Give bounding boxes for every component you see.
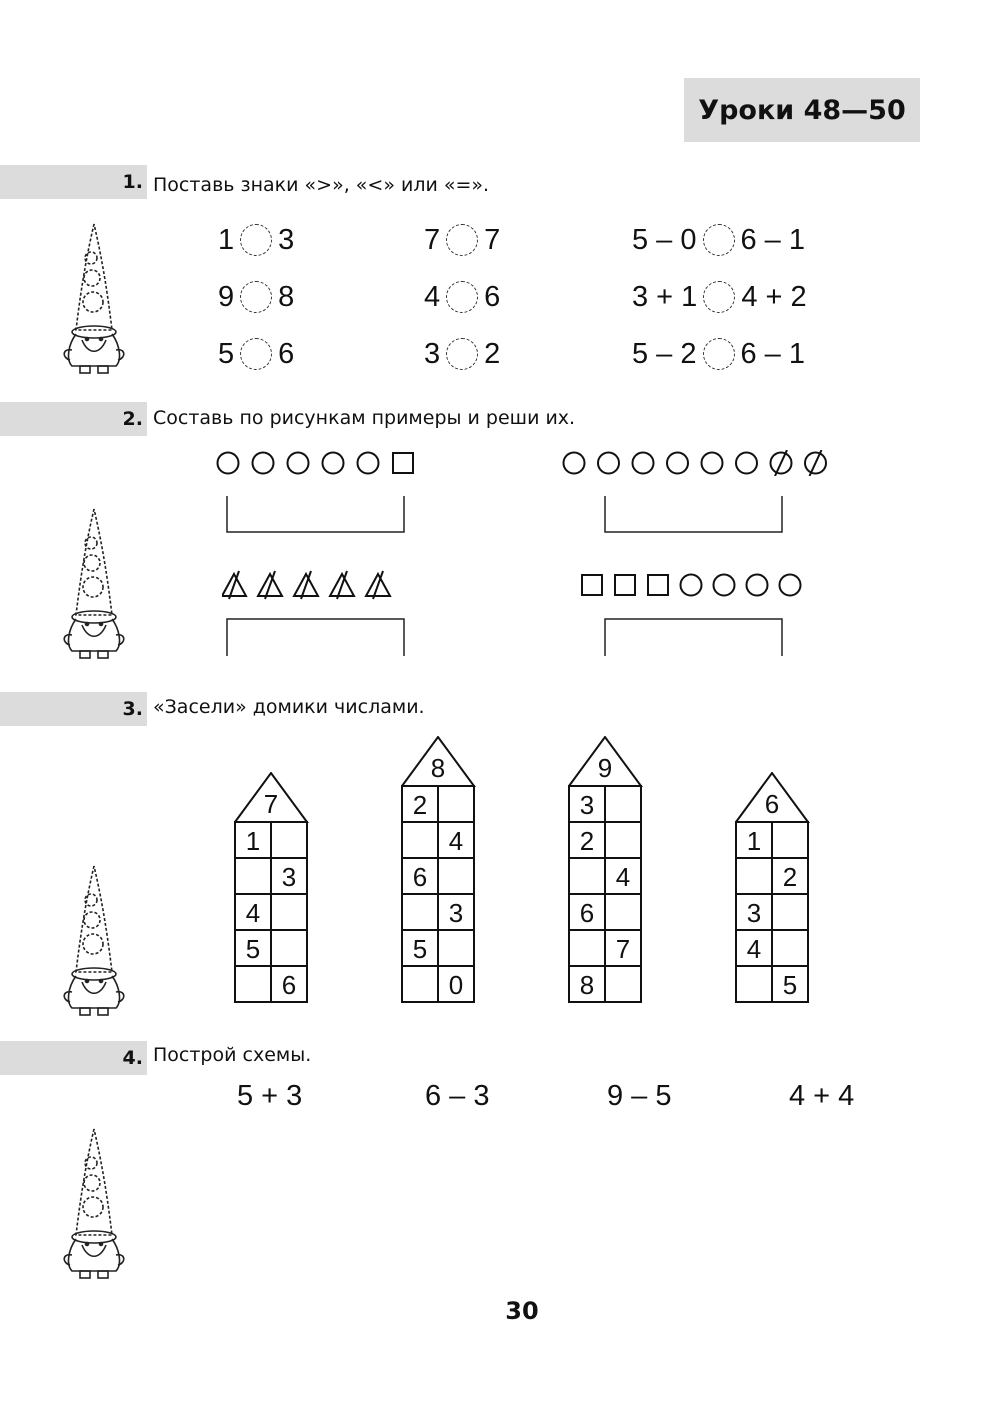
circle-shape — [633, 453, 654, 474]
comparison-left: 7 — [424, 223, 441, 256]
comparison-sign-slot[interactable] — [703, 338, 735, 370]
triangle-crossed-shape — [330, 571, 354, 599]
house-cell — [235, 822, 271, 858]
house-cell[interactable] — [605, 786, 641, 822]
answer-box[interactable] — [226, 618, 406, 656]
house-cell-number: 5 — [412, 934, 428, 964]
house-cell[interactable] — [235, 966, 271, 1002]
circle-shape — [358, 453, 379, 474]
house-cell[interactable] — [772, 822, 808, 858]
comparison-sign-slot[interactable] — [240, 281, 272, 313]
house-cell — [438, 966, 474, 1002]
house-cell[interactable] — [569, 858, 605, 894]
task-4-bar — [0, 1041, 147, 1075]
circle-shape — [218, 453, 239, 474]
comparison-sign-slot[interactable] — [703, 224, 735, 256]
house-cell[interactable] — [772, 930, 808, 966]
circle-shape — [747, 575, 768, 596]
house-roof-number: 8 — [430, 753, 446, 783]
comparison-sign-slot[interactable] — [240, 338, 272, 370]
circle-crossed-shape — [805, 450, 826, 476]
comparison-left: 5 – 2 — [632, 337, 697, 370]
comparison-right: 4 + 2 — [741, 280, 807, 313]
comparison-right: 2 — [484, 337, 501, 370]
square-shape — [582, 575, 602, 595]
house-cell[interactable] — [605, 966, 641, 1002]
comparison-item — [424, 279, 500, 315]
comparison-left: 9 — [218, 280, 235, 313]
comparison-item — [632, 222, 805, 258]
house-roof-number: 9 — [597, 753, 613, 783]
gnome-icon — [58, 1125, 130, 1285]
gnome-icon — [58, 505, 130, 665]
house-cell[interactable] — [402, 822, 438, 858]
house-cell-number: 2 — [579, 826, 595, 856]
house-cell[interactable] — [271, 894, 307, 930]
circle-shape — [667, 453, 688, 474]
comparison-right: 3 — [278, 223, 295, 256]
house-cell[interactable] — [605, 822, 641, 858]
task-4-number: 4. — [122, 1047, 143, 1069]
circle-shape — [288, 453, 309, 474]
comparison-left: 3 + 1 — [632, 280, 698, 313]
house-cell-number: 6 — [281, 970, 297, 1000]
shape-group — [216, 450, 416, 476]
square-shape — [615, 575, 635, 595]
house-cell-number: 7 — [615, 934, 631, 964]
task-4-text: Построй схемы. — [153, 1044, 312, 1066]
task-1-text: Поставь знаки «>», «<» или «=». — [153, 174, 490, 196]
house-cell — [438, 894, 474, 930]
house-cell-number: 4 — [245, 898, 261, 928]
house-cell — [772, 966, 808, 1002]
house-cell-number: 3 — [448, 898, 464, 928]
scheme-expression: 5 + 3 — [237, 1080, 303, 1112]
house-cell — [569, 822, 605, 858]
house-cell — [569, 966, 605, 1002]
square-shape — [648, 575, 668, 595]
task-2-bar — [0, 402, 147, 436]
house-roof — [235, 773, 307, 822]
comparison-sign-slot[interactable] — [703, 281, 735, 313]
comparison-right: 6 – 1 — [740, 223, 805, 256]
circle-shape — [323, 453, 344, 474]
house-cell[interactable] — [271, 930, 307, 966]
house-cell — [402, 786, 438, 822]
comparison-right: 8 — [278, 280, 295, 313]
comparison-right: 7 — [484, 223, 501, 256]
circle-shape — [780, 575, 801, 596]
number-house — [735, 772, 811, 1006]
task-3-text: «Засели» домики числами. — [153, 696, 425, 718]
circle-shape — [564, 453, 585, 474]
circle-shape — [714, 575, 735, 596]
triangle-crossed-shape — [222, 571, 246, 599]
house-roof — [736, 773, 808, 822]
house-cell[interactable] — [736, 858, 772, 894]
comparison-left: 5 – 0 — [632, 223, 697, 256]
house-cell[interactable] — [271, 822, 307, 858]
comparison-sign-slot[interactable] — [446, 281, 478, 313]
house-cell-number: 8 — [579, 970, 595, 1000]
circle-shape — [681, 575, 702, 596]
scheme-expression: 4 + 4 — [789, 1080, 855, 1112]
comparison-item — [218, 279, 294, 315]
house-cell-number: 3 — [281, 862, 297, 892]
comparison-left: 3 — [424, 337, 441, 370]
number-house — [401, 736, 477, 1006]
comparison-item — [218, 222, 294, 258]
house-cell — [736, 894, 772, 930]
comparison-item — [632, 279, 807, 315]
number-house — [568, 736, 644, 1006]
house-cell-number: 5 — [782, 970, 798, 1000]
house-cell — [569, 894, 605, 930]
house-cell[interactable] — [438, 858, 474, 894]
comparison-sign-slot[interactable] — [446, 338, 478, 370]
comparison-right: 6 — [484, 280, 501, 313]
house-cell[interactable] — [772, 894, 808, 930]
task-3-bar — [0, 692, 147, 726]
house-cell-number: 0 — [448, 970, 464, 1000]
house-roof — [569, 737, 641, 786]
comparison-right: 6 – 1 — [740, 337, 805, 370]
house-cell — [402, 858, 438, 894]
circle-shape — [253, 453, 274, 474]
answer-box[interactable] — [226, 496, 406, 534]
house-cell — [271, 858, 307, 894]
house-cell-number: 1 — [746, 826, 762, 856]
house-cell — [438, 822, 474, 858]
house-cell-number: 3 — [746, 898, 762, 928]
comparison-sign-slot[interactable] — [446, 224, 478, 256]
house-cell-number: 4 — [746, 934, 762, 964]
house-cell[interactable] — [438, 786, 474, 822]
comparison-right: 6 — [278, 337, 295, 370]
task-2-number: 2. — [122, 408, 143, 430]
house-cell-number: 4 — [448, 826, 464, 856]
house-cell — [569, 786, 605, 822]
comparison-item — [632, 336, 805, 372]
task-1-bar — [0, 165, 147, 199]
triangle-crossed-shape — [366, 571, 390, 599]
house-cell-number: 1 — [245, 826, 261, 856]
number-house — [234, 772, 310, 1006]
circle-shape — [702, 453, 723, 474]
comparison-sign-slot[interactable] — [240, 224, 272, 256]
house-cell — [235, 930, 271, 966]
house-cell[interactable] — [736, 966, 772, 1002]
circle-shape — [736, 453, 757, 474]
shape-group — [562, 450, 832, 476]
answer-box[interactable] — [604, 496, 784, 534]
comparison-item — [424, 222, 500, 258]
comparison-item — [424, 336, 500, 372]
triangle-crossed-shape — [258, 571, 282, 599]
comparison-left: 4 — [424, 280, 441, 313]
house-cell-number: 6 — [412, 862, 428, 892]
shape-group — [580, 572, 810, 598]
house-cell[interactable] — [569, 930, 605, 966]
square-shape — [393, 453, 413, 473]
scheme-expression: 9 – 5 — [607, 1080, 672, 1112]
house-cell — [605, 858, 641, 894]
gnome-icon — [58, 220, 130, 380]
gnome-icon — [58, 862, 130, 1022]
answer-box[interactable] — [604, 618, 784, 656]
task-2-text: Составь по рисункам примеры и реши их. — [153, 407, 576, 429]
circle-crossed-shape — [771, 450, 792, 476]
house-cell[interactable] — [402, 966, 438, 1002]
house-cell-number: 5 — [245, 934, 261, 964]
task-3-number: 3. — [122, 698, 143, 720]
circle-shape — [598, 453, 619, 474]
house-cell — [402, 930, 438, 966]
house-cell — [235, 894, 271, 930]
house-roof-number: 7 — [263, 789, 279, 819]
house-cell-number: 2 — [782, 862, 798, 892]
comparison-item — [218, 336, 294, 372]
lesson-badge: Уроки 48—50 — [684, 78, 920, 142]
shape-group — [222, 570, 422, 600]
house-cell-number: 3 — [579, 790, 595, 820]
house-cell[interactable] — [235, 858, 271, 894]
house-cell[interactable] — [438, 930, 474, 966]
house-cell-number: 6 — [579, 898, 595, 928]
comparison-left: 1 — [218, 223, 235, 256]
house-cell[interactable] — [605, 894, 641, 930]
house-cell[interactable] — [402, 894, 438, 930]
triangle-crossed-shape — [294, 571, 318, 599]
comparison-left: 5 — [218, 337, 235, 370]
house-roof — [402, 737, 474, 786]
house-cell — [605, 930, 641, 966]
house-cell-number: 4 — [615, 862, 631, 892]
house-cell-number: 2 — [412, 790, 428, 820]
house-roof-number: 6 — [764, 789, 780, 819]
house-cell — [271, 966, 307, 1002]
house-cell — [736, 930, 772, 966]
scheme-expression: 6 – 3 — [425, 1080, 490, 1112]
house-cell — [736, 822, 772, 858]
page-number: 30 — [505, 1297, 539, 1325]
task-1-number: 1. — [122, 171, 143, 193]
house-cell — [772, 858, 808, 894]
